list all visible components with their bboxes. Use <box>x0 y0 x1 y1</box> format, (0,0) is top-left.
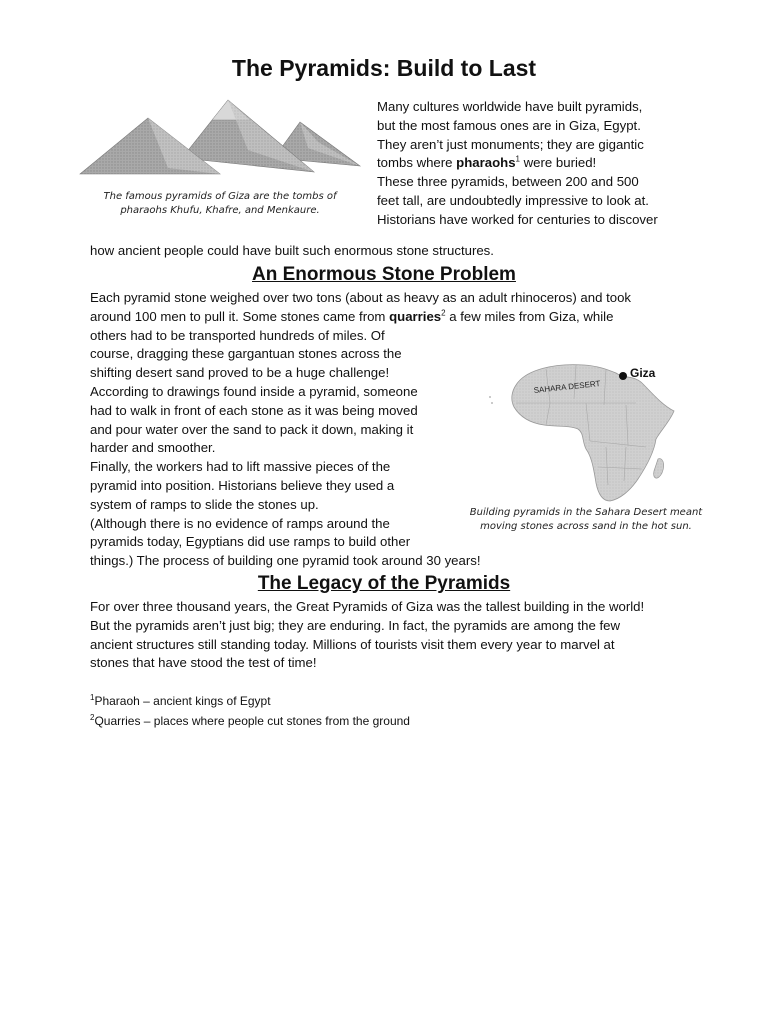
section-heading-stone-problem: An Enormous Stone Problem <box>252 264 516 285</box>
giza-marker <box>619 372 627 380</box>
madagascar <box>654 459 664 478</box>
map-caption: Building pyramids in the Sahara Desert meant moving stones across sand in the hot sun. <box>469 507 703 532</box>
term-pharaohs: pharaohs <box>456 155 516 171</box>
giza-label: Giza <box>630 366 656 380</box>
footnote-ref-1: 1 <box>515 155 520 164</box>
intro-paragraph: Many cultures worldwide have built pyramids, but the most famous ones are in Giza, Egypt. They aren’t just monuments; they are gigantic tombs where pharaohs$^1$ were buried! These three pyramids, between 200 and 500 feet tall, are undoubtedly impressive to look at. Historians have worked for centuries to discover <box>377 99 658 227</box>
intro-last-line: how ancient people could have built such enormous stone structures. <box>90 243 494 258</box>
stone-problem-paragraph: Each pyramid stone weighed over two tons (about as heavy as an adult rhinoceros) and took around 100 men to pull it. Some stones came from quarries$^2$ a few miles from Giza, while others had to be transported hundreds of miles. Of course, dragging these gargantuan stones across the shifting desert sand proved to be a huge challenge! According to drawings found inside a pyramid, someone had to walk in front of each stone as it was being moved and pour water over the sand to pack it down, making it harder and smoother. Finally, the workers had to lift massive pieces of the pyramid into position. Historians believe they used a system of ramps to slide the stones up. (Although there is no evidence of ramps around the pyramids today, Egyptians did use ramps to build other things.) The process of building one pyramid took around 30 years! <box>90 290 632 569</box>
sahara-label: SAHARA DESERT <box>533 379 601 395</box>
footnote-2: $^2$Quarries – places where people cut stones from the ground <box>90 713 410 728</box>
pyramids-illustration <box>78 98 362 182</box>
term-quarries: quarries <box>389 308 442 324</box>
pyramid-caption: The famous pyramids of Giza are the tombs of pharaohs Khufu, Khafre, and Menkaure. <box>103 191 337 216</box>
footnote-1: $^1$Pharaoh – ancient kings of Egypt <box>90 693 271 708</box>
legacy-paragraph: For over three thousand years, the Great Pyramids of Giza was the tallest building in the world! But the pyramids aren’t just big; they are enduring. In fact, the pyramids are among the few ancient structures still standing today. Millions of tourists visit them every year to marvel at stones that have stood the test of time! <box>90 599 645 671</box>
africa-map <box>486 355 682 505</box>
section-heading-legacy: The Legacy of the Pyramids <box>257 573 511 594</box>
footnote-ref-2: 2 <box>441 308 446 318</box>
page-title: The Pyramids: Build to Last <box>231 55 537 81</box>
